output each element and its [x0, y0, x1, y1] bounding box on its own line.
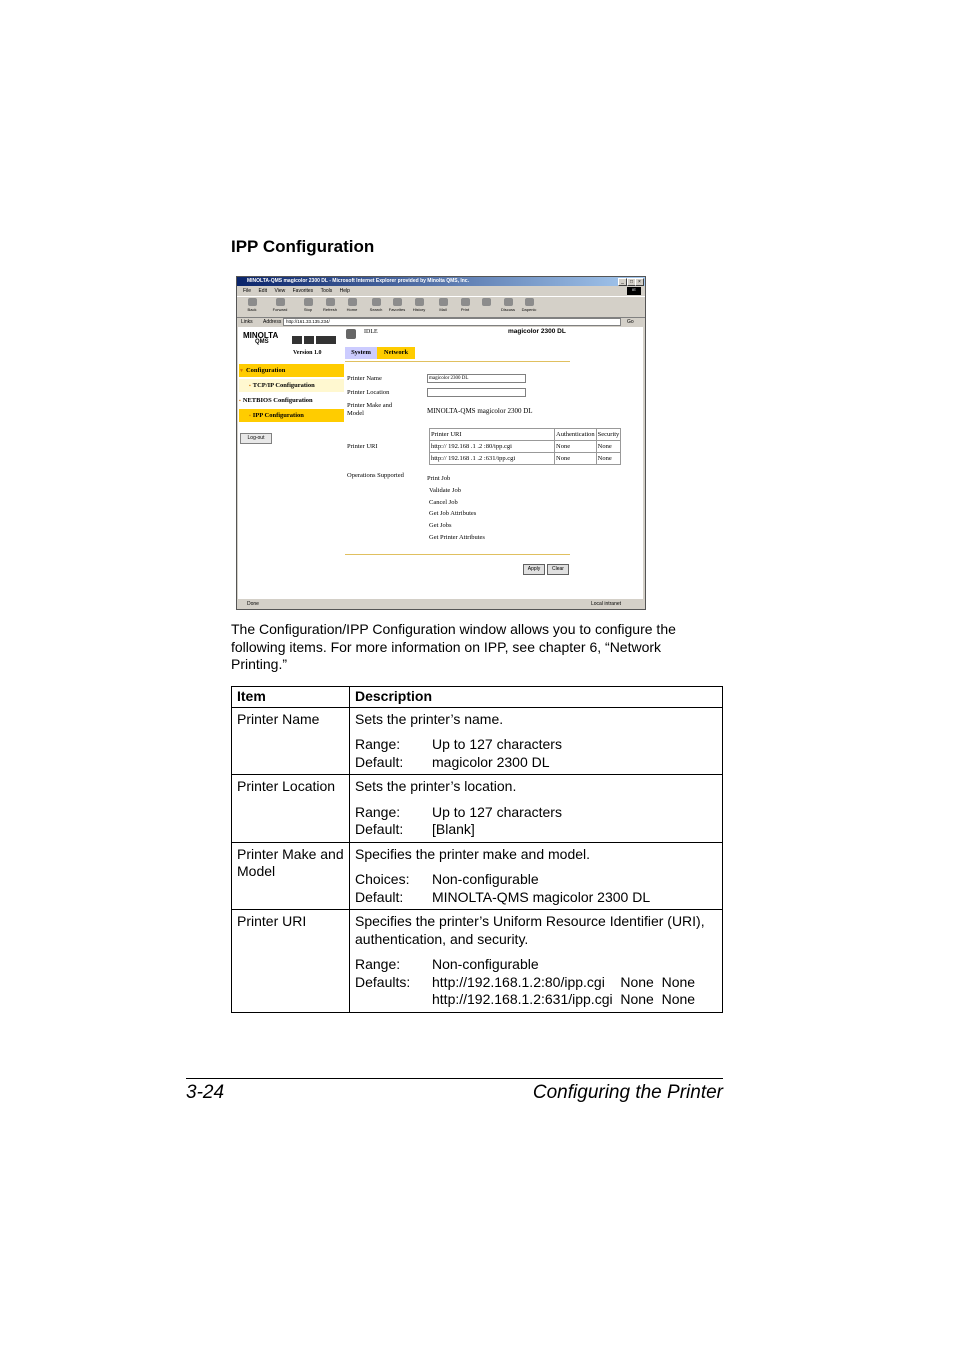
bullet-icon: ▪: [239, 399, 241, 404]
print-icon: [461, 298, 470, 306]
key-label: Range:: [355, 803, 401, 820]
maximize-icon[interactable]: □: [627, 278, 636, 286]
description-cell: [350, 910, 723, 1013]
table-row: [232, 707, 723, 775]
back-icon: [248, 298, 257, 306]
uri-cell: http:// 192.168 .1 .2 :631/ipp.cgi: [430, 453, 555, 465]
value-text: MINOLTA-QMS magicolor 2300 DL: [432, 888, 651, 905]
minimize-icon[interactable]: _: [618, 278, 627, 286]
table-header-row: [430, 429, 621, 441]
qms-logo: QMS: [255, 339, 269, 345]
address-bar: [237, 317, 645, 326]
security-cell: None: [596, 453, 621, 465]
printer-model: magicolor 2300 DL: [508, 328, 566, 335]
home-button[interactable]: Home: [343, 298, 361, 312]
divider: [345, 554, 570, 555]
language-flag-icon[interactable]: [292, 336, 302, 344]
edit-button[interactable]: [477, 298, 495, 307]
version-label: Version 1.0: [293, 350, 322, 356]
chapter-title: Configuring the Printer: [532, 1082, 723, 1103]
auth-cell: None: [555, 453, 597, 465]
refresh-button[interactable]: Refresh: [321, 298, 339, 312]
language-flag-icon[interactable]: [316, 336, 326, 344]
key-label: Choices:: [355, 871, 410, 887]
nav-configuration[interactable]: ▼ Configuration: [239, 364, 344, 377]
language-flag-icon[interactable]: [326, 336, 336, 344]
printer-name-label: Printer Name: [347, 375, 382, 382]
edit-icon: [482, 298, 491, 306]
key-label: Defaults:: [355, 973, 411, 990]
operation-item: Validate Job: [429, 487, 461, 494]
security-cell: None: [596, 441, 621, 453]
section-title: IPP Configuration: [231, 237, 375, 256]
search-button[interactable]: Search: [367, 298, 385, 312]
language-flag-icon[interactable]: [304, 336, 314, 344]
intro-paragraph: The Configuration/IPP Configuration window allows you to configure the following items. For more information on IPP, see chapter 6, “Network Printing.”: [231, 621, 676, 672]
value-text: Non-configurable: [432, 871, 539, 887]
status-text: IDLE: [364, 329, 378, 335]
table-header: Authentication: [555, 429, 597, 441]
value-text: Up to 127 characters: [432, 736, 562, 752]
make-model-value: MINOLTA-QMS magicolor 2300 DL: [427, 407, 533, 415]
printer-location-input[interactable]: [427, 388, 526, 397]
nav-netbios-configuration[interactable]: ▪ NETBIOS Configuration: [239, 397, 313, 404]
table-header: Printer URI: [430, 429, 555, 441]
nav-tcpip-configuration[interactable]: ▪ TCP/IP Configuration: [239, 379, 344, 392]
minolta-logo: MINOLTA: [243, 331, 279, 340]
menu-tools[interactable]: Tools: [320, 288, 333, 294]
table-header: Description: [350, 687, 723, 708]
table-row: [232, 775, 723, 843]
stop-icon: [304, 298, 313, 306]
operation-item: Get Job Attributes: [429, 510, 477, 517]
stop-button[interactable]: Stop: [299, 298, 317, 312]
menu-view[interactable]: View: [274, 288, 286, 294]
printer-icon: [346, 329, 356, 339]
divider: [345, 361, 570, 362]
value-text: Up to 127 characters: [432, 803, 562, 820]
table-row: [232, 910, 723, 1013]
value-text: magicolor 2300 DL: [432, 753, 550, 770]
value-text: http://192.168.1.2:631/ipp.cgi None None: [432, 991, 696, 1007]
status-done: Done: [247, 601, 259, 607]
go-button[interactable]: Go: [627, 319, 634, 325]
window-titlebar: [237, 277, 645, 286]
operations-label: Operations Supported: [347, 472, 404, 479]
links-label[interactable]: Links: [241, 319, 253, 325]
ie-logo-icon: IE: [627, 287, 641, 295]
item-cell: Printer URI: [232, 910, 350, 1013]
bullet-icon: ▪: [249, 414, 251, 419]
operation-item: Print Job: [427, 475, 451, 482]
operation-item: Get Printer Attributes: [429, 534, 485, 541]
key-label: Range:: [355, 736, 401, 752]
table-row: [430, 453, 621, 465]
forward-icon: [276, 298, 285, 306]
printer-uri-label: Printer URI: [347, 443, 378, 450]
refresh-icon: [326, 298, 335, 306]
value-text: http://192.168.1.2:80/ipp.cgi None None: [432, 973, 696, 990]
menu-file[interactable]: File: [243, 288, 252, 294]
table-row: [232, 842, 723, 910]
favorites-icon: [393, 298, 402, 306]
description-text: Sets the printer’s location.: [355, 778, 517, 794]
key-label: Default:: [355, 821, 404, 837]
clear-button[interactable]: Clear: [547, 564, 569, 575]
description-cell: [350, 842, 723, 910]
table-header: Security: [596, 429, 621, 441]
operation-item: Cancel Job: [429, 499, 458, 506]
discuss-icon: [504, 298, 513, 306]
table-header-row: [232, 687, 723, 708]
window-title: MINOLTA-QMS magicolor 2300 DL - Microsoft Internet Explorer provided by Minolta QMS, Inc.: [247, 278, 469, 284]
make-model-label-2: Model: [347, 410, 364, 417]
table-header: Item: [232, 687, 350, 708]
menu-help[interactable]: Help: [339, 288, 350, 294]
browser-screenshot: [236, 276, 646, 610]
description-cell: [350, 775, 723, 843]
page-content: [238, 327, 643, 599]
tab-network[interactable]: Network: [377, 347, 415, 359]
description-table: [231, 686, 723, 1013]
favorites-button[interactable]: Favorites: [388, 298, 406, 312]
description-cell: [350, 707, 723, 775]
mail-icon: [439, 298, 448, 306]
item-cell: Printer Name: [232, 707, 350, 775]
apply-button[interactable]: Apply: [523, 564, 545, 575]
home-icon: [348, 298, 357, 306]
value-text: [Blank]: [432, 821, 475, 837]
address-input[interactable]: http://161.33.135.234/: [283, 318, 621, 326]
bullet-icon: ▪: [249, 384, 251, 389]
printer-location-label: Printer Location: [347, 389, 390, 396]
item-cell: Printer Make and Model: [232, 842, 350, 910]
tab-system[interactable]: System: [345, 347, 377, 359]
forward-button[interactable]: Forward: [271, 298, 289, 312]
menu-favorites[interactable]: Favorites: [292, 288, 314, 294]
item-cell: Printer Location: [232, 775, 350, 843]
status-zone: Local intranet: [591, 601, 622, 607]
description-text: Specifies the printer’s Uniform Resource Identifier (URI), authentication, and security.: [355, 913, 705, 947]
uri-cell: http:// 192.168 .1 .2 :80/ipp.cgi: [430, 441, 555, 453]
browser-toolbar: [237, 296, 645, 318]
address-label: Address: [263, 319, 282, 325]
nav-ipp-configuration[interactable]: ▪ IPP Configuration: [239, 409, 344, 422]
status-bar: [237, 600, 645, 609]
menu-edit[interactable]: Edit: [258, 288, 268, 294]
discuss-button[interactable]: Discuss: [499, 298, 517, 312]
key-label: Default:: [355, 888, 404, 905]
mail-button[interactable]: Mail: [434, 298, 452, 312]
uri-table: [429, 428, 621, 465]
print-button[interactable]: Print: [456, 298, 474, 312]
value-text: Non-configurable: [432, 956, 539, 972]
dapenic-icon: [525, 298, 534, 306]
menu-bar: [237, 286, 645, 296]
make-model-label-1: Printer Make and: [347, 402, 393, 409]
page-number: 3-24: [186, 1082, 225, 1103]
close-icon[interactable]: ×: [635, 278, 644, 286]
triangle-down-icon: ▼: [239, 369, 244, 374]
key-label: Default:: [355, 753, 404, 770]
logout-button[interactable]: Log-out: [240, 433, 272, 444]
table-row: [430, 441, 621, 453]
printer-name-input[interactable]: magicolor 2300 DL: [427, 374, 526, 383]
history-button[interactable]: History: [410, 298, 428, 312]
operation-item: Get Jobs: [429, 522, 452, 529]
key-label: Range:: [355, 956, 401, 972]
auth-cell: None: [555, 441, 597, 453]
footer-rule: [186, 1078, 723, 1079]
description-text: Specifies the printer make and model.: [355, 845, 591, 862]
dapenic-button[interactable]: Dapenic: [520, 298, 538, 312]
description-text: Sets the printer’s name.: [355, 710, 504, 727]
back-button[interactable]: Back: [243, 298, 261, 312]
search-icon: [372, 298, 381, 306]
history-icon: [415, 298, 424, 306]
